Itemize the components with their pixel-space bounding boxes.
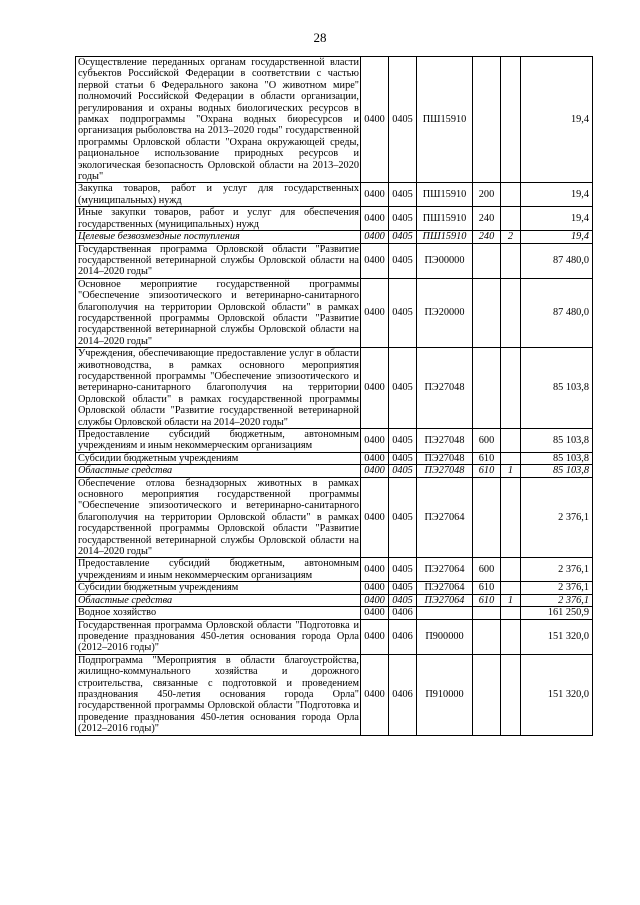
row-description: Субсидии бюджетным учреждениям <box>76 582 361 594</box>
funding-source-code <box>501 243 521 278</box>
section-code: 0400 <box>361 243 389 278</box>
expense-type-code <box>473 607 501 619</box>
amount: 19,4 <box>521 207 593 231</box>
expense-type-code: 240 <box>473 231 501 243</box>
amount: 19,4 <box>521 183 593 207</box>
expense-type-code: 600 <box>473 429 501 453</box>
target-article-code: ПЭ27048 <box>417 348 473 429</box>
expense-type-code: 240 <box>473 207 501 231</box>
target-article-code: ПЭ27064 <box>417 594 473 606</box>
subsection-code: 0405 <box>389 465 417 477</box>
amount: 151 320,0 <box>521 654 593 735</box>
funding-source-code <box>501 348 521 429</box>
target-article-code: ПЭ27064 <box>417 582 473 594</box>
target-article-code <box>417 607 473 619</box>
funding-source-code <box>501 654 521 735</box>
section-code: 0400 <box>361 607 389 619</box>
section-code: 0400 <box>361 452 389 464</box>
row-description: Предоставление субсидий бюджетным, автономным учреждениям и иным некоммерческим организациям <box>76 429 361 453</box>
subsection-code: 0406 <box>389 619 417 654</box>
table-row <box>76 607 593 619</box>
expense-type-code: 610 <box>473 594 501 606</box>
table-row <box>76 243 593 278</box>
amount: 87 480,0 <box>521 243 593 278</box>
amount: 85 103,8 <box>521 465 593 477</box>
target-article-code: ПШ15910 <box>417 231 473 243</box>
expense-type-code <box>473 348 501 429</box>
funding-source-code <box>501 558 521 582</box>
row-description: Закупка товаров, работ и услуг для государственных (муниципальных) нужд <box>76 183 361 207</box>
target-article-code: ПЭ27064 <box>417 477 473 558</box>
target-article-code: ПШ15910 <box>417 183 473 207</box>
subsection-code: 0405 <box>389 477 417 558</box>
section-code: 0400 <box>361 477 389 558</box>
target-article-code: ПЭ27064 <box>417 558 473 582</box>
table-row <box>76 477 593 558</box>
row-description: Субсидии бюджетным учреждениям <box>76 452 361 464</box>
amount: 85 103,8 <box>521 429 593 453</box>
section-code: 0400 <box>361 231 389 243</box>
row-description: Предоставление субсидий бюджетным, автономным учреждениям и иным некоммерческим организациям <box>76 558 361 582</box>
row-description: Государственная программа Орловской области "Подготовка и проведение празднования 450-летия основания города Орла (2012–2016 годы)" <box>76 619 361 654</box>
funding-source-code: 2 <box>501 231 521 243</box>
funding-source-code <box>501 452 521 464</box>
target-article-code: ПЭ20000 <box>417 278 473 347</box>
funding-source-code <box>501 278 521 347</box>
section-code: 0400 <box>361 348 389 429</box>
table-row <box>76 654 593 735</box>
section-code: 0400 <box>361 183 389 207</box>
section-code: 0400 <box>361 465 389 477</box>
row-description: Подпрограмма "Мероприятия в области благоустройства, жилищно-коммунального хозяйства и дорожного строительства, связанные с подготовкой и проведением празднования 450-летия основания города Орла" государственной программы Орловской области "Подготовка и проведение празднования 450-летия основания города Орла (2012–2016 годы)" <box>76 654 361 735</box>
amount: 2 376,1 <box>521 582 593 594</box>
row-description: Целевые безвозмездные поступления <box>76 231 361 243</box>
budget-table <box>75 56 593 736</box>
subsection-code: 0406 <box>389 607 417 619</box>
funding-source-code: 1 <box>501 465 521 477</box>
section-code: 0400 <box>361 278 389 347</box>
section-code: 0400 <box>361 207 389 231</box>
amount: 161 250,9 <box>521 607 593 619</box>
funding-source-code <box>501 429 521 453</box>
table-row <box>76 582 593 594</box>
funding-source-code <box>501 477 521 558</box>
section-code: 0400 <box>361 654 389 735</box>
funding-source-code <box>501 57 521 183</box>
funding-source-code <box>501 619 521 654</box>
table-body <box>76 57 593 736</box>
row-description: Основное мероприятие государственной программы "Обеспечение эпизоотического и ветеринарно-санитарного благополучия на территории Орловской области" в рамках государственной программы Орловской области "Развитие государственной ветеринарной службы Орловской области на 2014–2020 годы" <box>76 278 361 347</box>
row-description: Водное хозяйство <box>76 607 361 619</box>
section-code: 0400 <box>361 429 389 453</box>
target-article-code: ПЭ00000 <box>417 243 473 278</box>
page-number: 28 <box>313 30 327 45</box>
section-code: 0400 <box>361 594 389 606</box>
row-description: Осуществление переданных органам государственной власти субъектов Российской Федерации в соответствии с частью первой статьи 6 Федерального закона "О животном мире" полномочий Российской Федерации в области организации, регулирования и охраны водных биологических ресурсов в рамках подпрограммы "Охрана водных биоресурсов и организация рыболовства на 2013–2020 годы" государственной программы Орловской области "Охрана окружающей среды, рациональное использование природных ресурсов и экологическая безопасность Орловской области на 2013–2020 годы" <box>76 57 361 183</box>
subsection-code: 0405 <box>389 57 417 183</box>
amount: 87 480,0 <box>521 278 593 347</box>
subsection-code: 0405 <box>389 594 417 606</box>
expense-type-code: 200 <box>473 183 501 207</box>
subsection-code: 0405 <box>389 429 417 453</box>
table-row <box>76 278 593 347</box>
subsection-code: 0405 <box>389 582 417 594</box>
amount: 151 320,0 <box>521 619 593 654</box>
row-description: Государственная программа Орловской области "Развитие государственной ветеринарной службы Орловской области на 2014–2020 годы" <box>76 243 361 278</box>
subsection-code: 0405 <box>389 231 417 243</box>
amount: 19,4 <box>521 231 593 243</box>
target-article-code: ПЭ27048 <box>417 465 473 477</box>
section-code: 0400 <box>361 57 389 183</box>
expense-type-code <box>473 654 501 735</box>
target-article-code: П910000 <box>417 654 473 735</box>
table-row <box>76 594 593 606</box>
table-row <box>76 348 593 429</box>
expense-type-code <box>473 278 501 347</box>
table-row <box>76 207 593 231</box>
row-description: Иные закупки товаров, работ и услуг для обеспечения государственных (муниципальных) нужд <box>76 207 361 231</box>
subsection-code: 0405 <box>389 243 417 278</box>
funding-source-code: 1 <box>501 594 521 606</box>
table-row <box>76 558 593 582</box>
table-row <box>76 429 593 453</box>
amount: 2 376,1 <box>521 594 593 606</box>
amount: 2 376,1 <box>521 558 593 582</box>
subsection-code: 0405 <box>389 207 417 231</box>
subsection-code: 0405 <box>389 348 417 429</box>
section-code: 0400 <box>361 582 389 594</box>
funding-source-code <box>501 207 521 231</box>
amount: 2 376,1 <box>521 477 593 558</box>
expense-type-code: 610 <box>473 452 501 464</box>
row-description: Обеспечение отлова безнадзорных животных в рамках основного мероприятия государственной программы "Обеспечение эпизоотического и ветеринарно-санитарного благополучия на территории Орловской области" в рамках государственной программы Орловской области "Развитие государственной ветеринарной службы Орловской области на 2014–2020 годы" <box>76 477 361 558</box>
expense-type-code: 600 <box>473 558 501 582</box>
expense-type-code <box>473 477 501 558</box>
section-code: 0400 <box>361 619 389 654</box>
target-article-code: ПЭ27048 <box>417 452 473 464</box>
expense-type-code <box>473 57 501 183</box>
row-description: Учреждения, обеспечивающие предоставление услуг в области животноводства, в рамках основного мероприятия государственной программы "Обеспечение эпизоотического и ветеринарно-санитарного благополучия на территории Орловской области" в рамках государственной программы Орловской области "Развитие государственной ветеринарной службы Орловской области на 2014–2020 годы" <box>76 348 361 429</box>
target-article-code: ПШ15910 <box>417 207 473 231</box>
funding-source-code <box>501 582 521 594</box>
section-code: 0400 <box>361 558 389 582</box>
table-row <box>76 452 593 464</box>
expense-type-code <box>473 243 501 278</box>
row-description: Областные средства <box>76 594 361 606</box>
funding-source-code <box>501 607 521 619</box>
target-article-code: ПЭ27048 <box>417 429 473 453</box>
subsection-code: 0405 <box>389 558 417 582</box>
expense-type-code <box>473 619 501 654</box>
subsection-code: 0405 <box>389 183 417 207</box>
subsection-code: 0406 <box>389 654 417 735</box>
subsection-code: 0405 <box>389 452 417 464</box>
table-row <box>76 183 593 207</box>
target-article-code: П900000 <box>417 619 473 654</box>
amount: 19,4 <box>521 57 593 183</box>
table-row <box>76 619 593 654</box>
table-row <box>76 57 593 183</box>
amount: 85 103,8 <box>521 452 593 464</box>
expense-type-code: 610 <box>473 582 501 594</box>
table-row <box>76 231 593 243</box>
subsection-code: 0405 <box>389 278 417 347</box>
table-row <box>76 465 593 477</box>
funding-source-code <box>501 183 521 207</box>
row-description: Областные средства <box>76 465 361 477</box>
amount: 85 103,8 <box>521 348 593 429</box>
expense-type-code: 610 <box>473 465 501 477</box>
target-article-code: ПШ15910 <box>417 57 473 183</box>
